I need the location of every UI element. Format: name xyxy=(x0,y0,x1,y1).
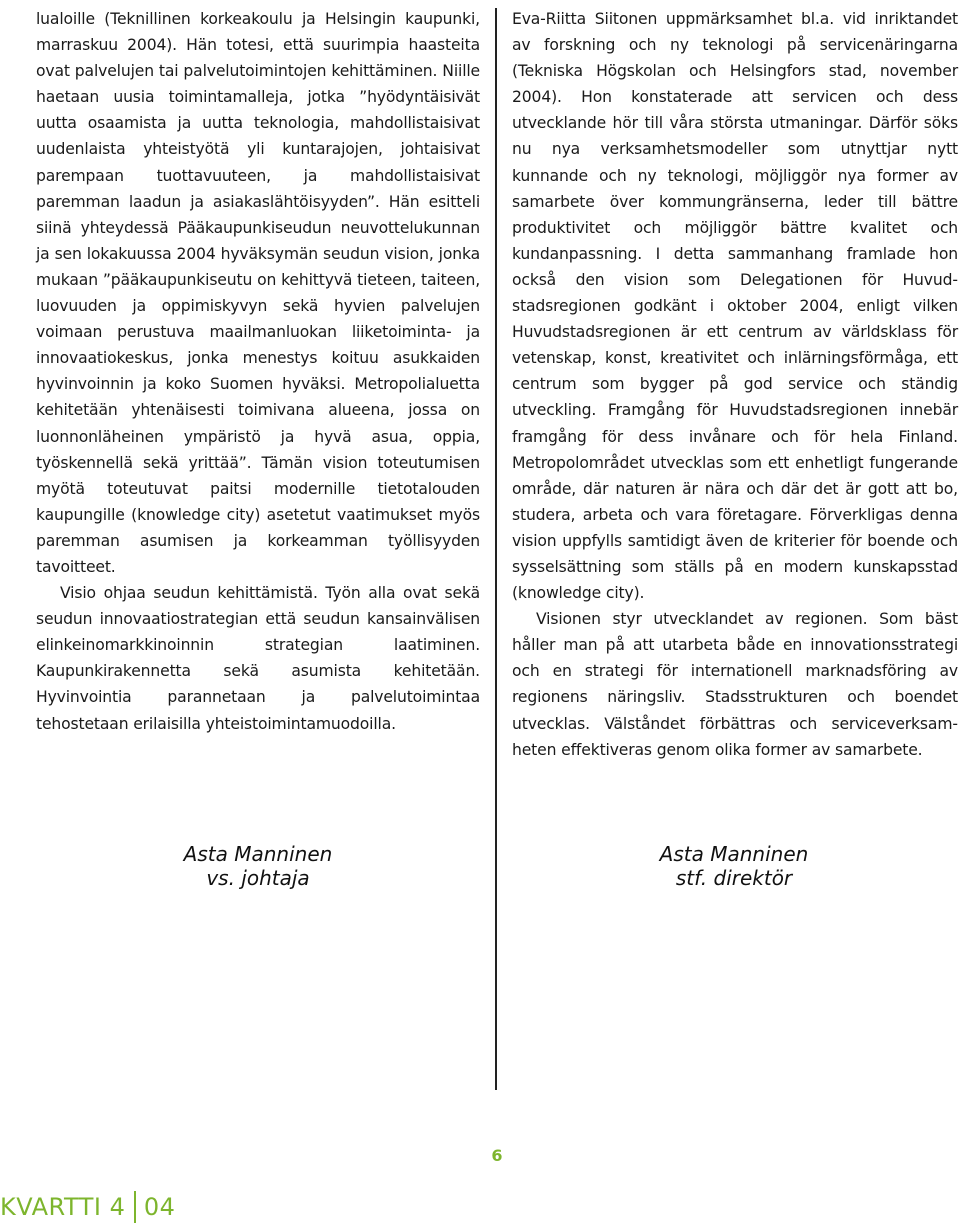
page-number: 6 xyxy=(491,1146,503,1165)
paragraph-fi-2: Visio ohjaa seudun kehittämistä. Työn alla ovat sekä seudun innovaatiostrategian että seudun kansainvälisen elinkeinomarkkinoinnin strategian laatiminen. Kaupunkirakennetta sekä asumista kehitetään. Hyvinvointia parannetaan ja palvelutoimintaa tehostetaan erilaisilla yhteistoimintamuodoilla. xyxy=(36,584,480,733)
paragraph-sv-1: Eva-Riitta Siitonen uppmärksamhet bl.a. vid inriktandet av forskning och ny teknologi på servicenäringarna (Tekniska Högskolan och Helsingfors stad, november 2004). Hon konstaterade att servicen och dess utvecklande hör till våra största utmaningar. Därför söks nu nya verksamhetsmodeller som utnyttjar nytt kunnande och ny teknologi, möjliggör nya former av samarbete över kommungränserna, leder till bättre produktivitet och möjliggör bättre kvalitet och kundanpassning. I detta sammanhang framlade hon också den vision som Delegationen för Huvudstadsregionen godkänt i oktober 2004, enligt vilken Huvudstadsregionen är ett centrum av världsklass för vetenskap, konst, kreativitet och inlärningsförmåga, ett centrum som bygger på god service och ständig utveckling. Framgång för Huvudstadsregionen innebär framgång för dess invånare och för hela Finland. Metropolområdet utvecklas som ett enhetligt fungerande område, där naturen är nära och där det är gott att bo, studera, arbeta och vara företagare. Förverkligas denna vision uppfylls samtidigt även de kriterier för boende och sysselsättning som ställs på en modern kunskapsstad (knowledge city). xyxy=(512,10,958,603)
left-column-finnish xyxy=(36,6,480,737)
signature-title: vs. johtaja xyxy=(206,866,310,890)
column-divider xyxy=(495,8,497,1090)
brand-year: 04 xyxy=(143,1193,176,1221)
signature-finnish xyxy=(108,842,408,890)
brand-separator xyxy=(134,1191,136,1223)
paragraph-sv-2: Visionen styr utvecklandet av regionen. Som bäst håller man på att utarbeta både en innovationsstrategi och en strategi för internationell marknadsföring av regionens näringsliv. Stadsstrukturen och boendet utvecklas. Välståndet förbättras och serviceverksamheten effektiveras genom olika former av samarbete. xyxy=(512,610,958,759)
paragraph-fi-1: lualoille (Teknillinen korkeakoulu ja Helsingin kaupunki, marraskuu 2004). Hän totesi, että suurimpia haasteita ovat palvelujen tai palvelutoimintojen kehittäminen. Niille haetaan uusia toimintamalleja, jotka ”hyödyntäisivät uutta osaamista ja uutta teknologia, mahdollistaisivat uudenlaista yhteistyötä yli kuntarajojen, johtaisivat parempaan tuottavuuteen, ja mahdollistaisivat paremman laadun ja asiakaslähtöisyyden”. Hän esitteli siinä yhteydessä Pääkaupunkiseudun neuvottelukunnan ja sen lokakuussa 2004 hyväksymän seudun vision, jonka mukaan ”pääkaupunkiseutu on kehittyvä tieteen, taiteen, luovuuden ja oppimiskyvyn sekä hyvien palvelujen voimaan perustuva maailmanluokan liiketoiminta- ja innovaatiokeskus, jonka menestys koituu asukkaiden hyvinvoinnin ja koko Suomen hyväksi. Metropolialuetta kehitetään yhtenäisesti toimivana alueena, jossa on luonnonläheinen ympäristö ja hyvä asua, oppia, työskennellä sekä yrittää”. Tämän vision toteutumisen myötä toteutuvat paitsi modernille tietotalouden kaupungille (knowledge city) asetetut vaatimukset myös paremman asumisen ja korkeamman työllisyyden tavoitteet. xyxy=(36,10,480,576)
signature-swedish xyxy=(584,842,884,890)
signature-title: stf. direktör xyxy=(675,866,793,890)
brand-name: KVARTTI 4 xyxy=(0,1193,126,1221)
signature-name: Asta Manninen xyxy=(659,842,809,866)
signature-name: Asta Manninen xyxy=(183,842,333,866)
right-column-swedish xyxy=(512,6,958,763)
publication-brand xyxy=(0,1190,175,1224)
